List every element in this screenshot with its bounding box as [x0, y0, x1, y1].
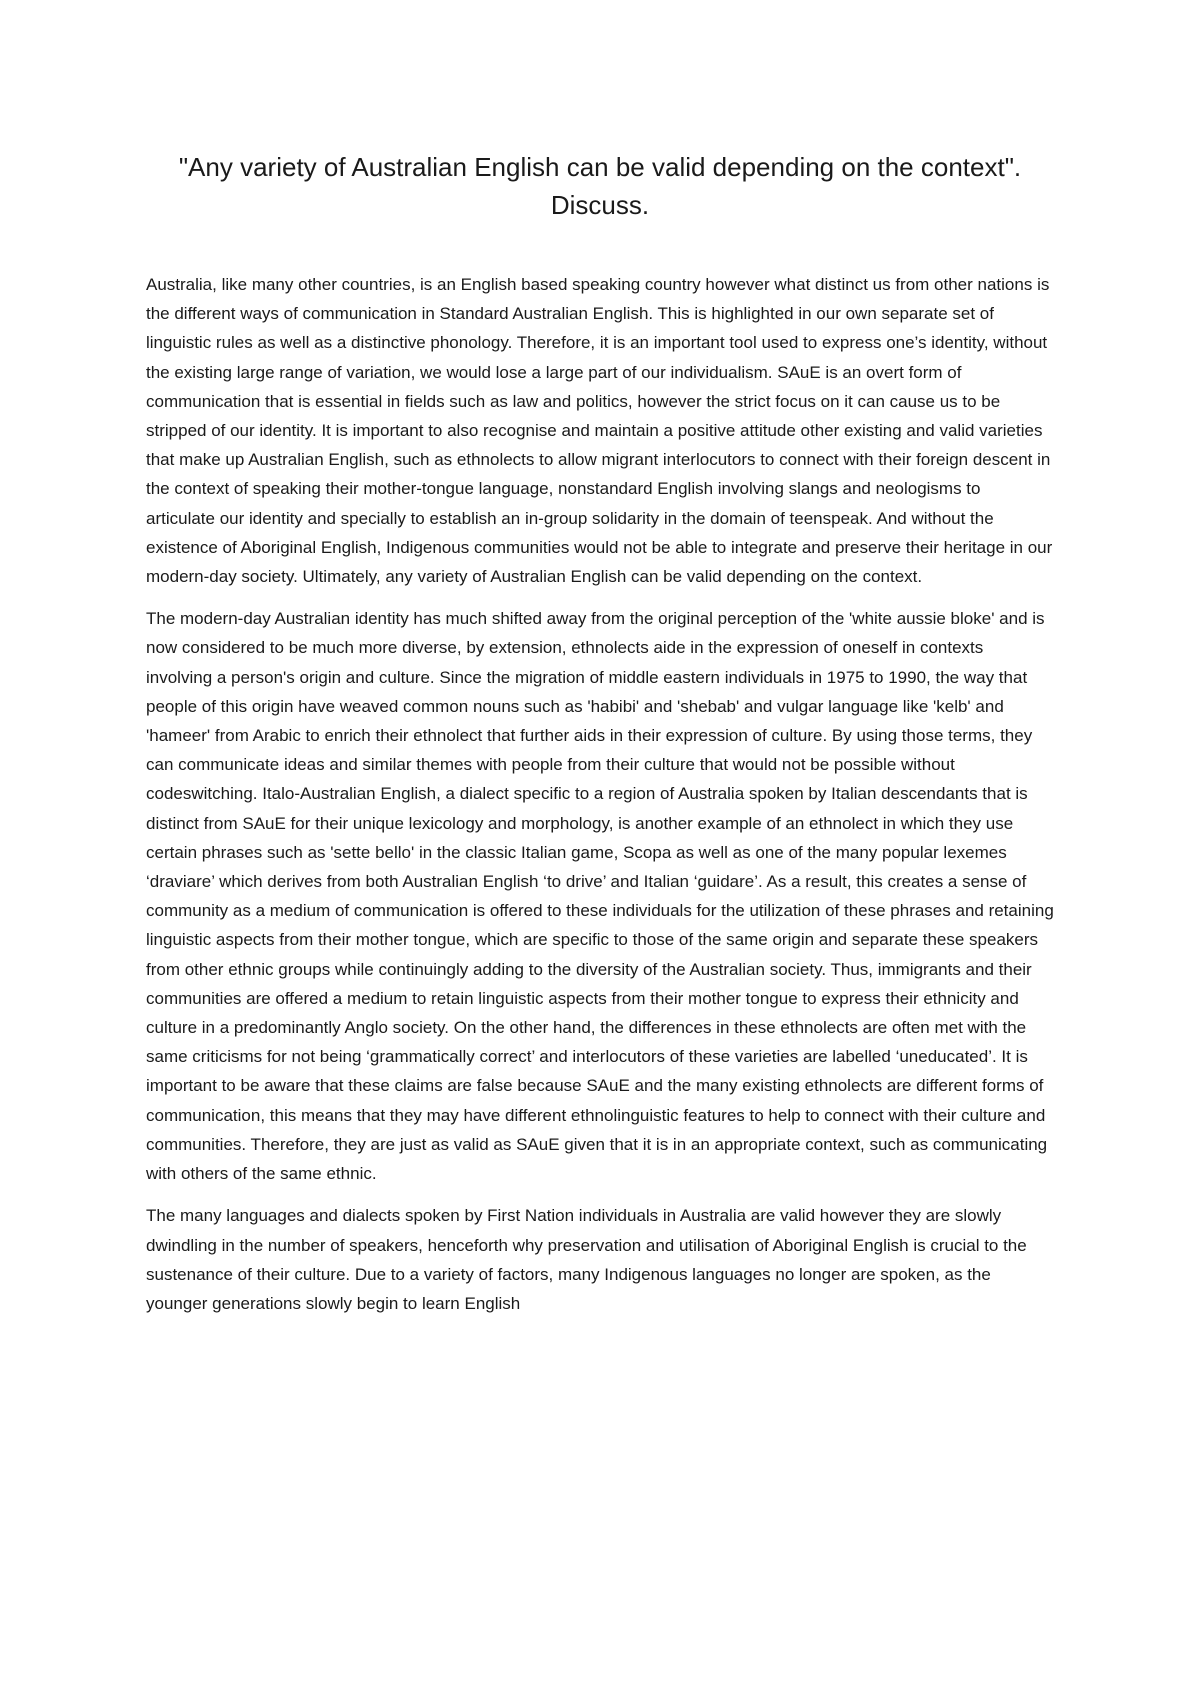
paragraph-introduction: Australia, like many other countries, is an English based speaking country however what distinct us from other nations is the different ways of communication in Standard Australian English. This is highlighted in our own separate set of linguistic rules as well as a distinctive phonology. Therefore, it is an important tool used to express one’s identity, without the existing large range of variation, we would lose a large part of our individualism. SAuE is an overt form of communication that is essential in fields such as law and politics, however the strict focus on it can cause us to be stripped of our identity. It is important to also recognise and maintain a positive attitude other existing and valid varieties that make up Australian English, such as ethnolects to allow migrant interlocutors to connect with their foreign descent in the context of speaking their mother-tongue language, nonstandard English involving slangs and neologisms to articulate our identity and specially to establish an in-group solidarity in the domain of teenspeak. And without the existence of Aboriginal English, Indigenous communities would not be able to integrate and preserve their heritage in our modern-day society. Ultimately, any variety of Australian English can be valid depending on the context. [146, 275, 1053, 587]
document-body [146, 270, 1054, 1331]
paragraph-aboriginal-english: The many languages and dialects spoken by First Nation individuals in Australia are valid however they are slowly dwindling in the number of speakers, henceforth why preservation and utilisation of Aboriginal English is crucial to the sustenance of their culture. Due to a variety of factors, many Indigenous languages no longer are spoken, as the younger generations slowly begin to learn English [146, 1206, 1027, 1313]
paragraph-ethnolects: The modern-day Australian identity has much shifted away from the original perception of the 'white aussie bloke' and is now considered to be much more diverse, by extension, ethnolects aide in the expression of oneself in contexts involving a person's origin and culture. Since the migration of middle eastern individuals in 1975 to 1990, the way that people of this origin have weaved common nouns such as 'habibi' and 'shebab' and vulgar language like 'kelb' and 'hameer' from Arabic to enrich their ethnolect that further aids in their expression of culture. By using those terms, they can communicate ideas and similar themes with people from their culture that would not be possible without codeswitching. Italo-Australian English, a dialect specific to a region of Australia spoken by Italian descendants that is distinct from SAuE for their unique lexicology and morphology, is another example of an ethnolect in which they use certain phrases such as 'sette bello' in the classic Italian game, Scopa as well as one of the many popular lexemes ‘draviare’ which derives from both Australian English ‘to drive’ and Italian ‘guidare’. As a result, this creates a sense of community as a medium of communication is offered to these individuals for the utilization of these phrases and retaining linguistic aspects from their mother tongue, which are specific to those of the same origin and separate these speakers from other ethnic groups while continuingly adding to the diversity of the Australian society. Thus, immigrants and their communities are offered a medium to retain linguistic aspects from their mother tongue to express their ethnicity and culture in a predominantly Anglo society. On the other hand, the differences in these ethnolects are often met with the same criticisms for not being ‘grammatically correct’ and interlocutors of these varieties are labelled ‘uneducated’. It is important to be aware that these claims are false because SAuE and the many existing ethnolects are different forms of communication, this means that they may have different ethnolinguistic features to help to connect with their culture and communities. Therefore, they are just as valid as SAuE given that it is in an appropriate context, such as communicating with others of the same ethnic. [146, 609, 1054, 1184]
document-title: "Any variety of Australian English can be valid depending on the context". Discuss. [178, 152, 1022, 220]
